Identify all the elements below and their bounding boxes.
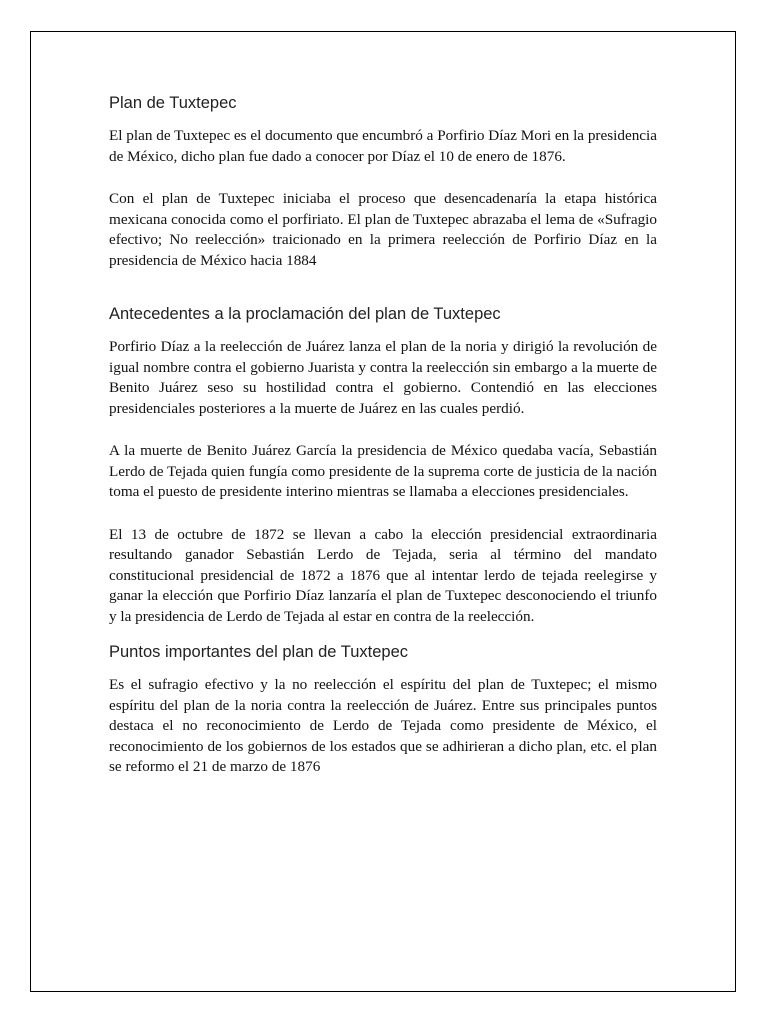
paragraph: Es el sufragio efectivo y la no reelección el espíritu del plan de Tuxtepec; el mismo espíritu del plan de la noria contra la reelección de Juárez. Entre sus principales puntos destaca el no reconocimiento de Lerdo de Tejada como presidente de México, el reconocimiento de los gobiernos de los estados que se adhirieran a dicho plan, etc. el plan se reformo el 21 de marzo de 1876 [109,676,657,775]
section-heading-antecedentes: Antecedentes a la proclamación del plan de Tuxtepec [109,305,501,323]
paragraph: Con el plan de Tuxtepec iniciaba el proceso que desencadenaría la etapa histórica mexicana conocida como el porfiriato. El plan de Tuxtepec abrazaba el lema de «Sufragio efectivo; No reelección» traicionado en la primera reelección de Porfirio Díaz en la presidencia de México hacia 1884 [109,190,657,269]
paragraph: El plan de Tuxtepec es el documento que encumbró a Porfirio Díaz Mori en la presidencia de México, dicho plan fue dado a conocer por Díaz el 10 de enero de 1876. [109,127,657,165]
section-heading-puntos-importantes: Puntos importantes del plan de Tuxtepec [109,643,409,661]
document-page [30,31,736,992]
document-content [109,92,657,778]
paragraph: El 13 de octubre de 1872 se llevan a cabo la elección presidencial extraordinaria resultando ganador Sebastián Lerdo de Tejada, seria al término del mandato constitucional presidencial de 1872 a 1876 que al intentar lerdo de tejada reelegirse y ganar la elección que Porfirio Díaz lanzaría el plan de Tuxtepec desconociendo el triunfo y la presidencia de Lerdo de Tejada al estar en contra de la reelección. [109,525,657,625]
paragraph: Porfirio Díaz a la reelección de Juárez lanza el plan de la noria y dirigió la revolución de igual nombre contra el gobierno Juarista y contra la reelección sin embargo a la muerte de Benito Juárez seso su hostilidad contra el gobierno. Contendió en las elecciones presidenciales posteriores a la muerte de Juárez en las cuales perdió. [109,338,657,417]
section-heading-plan-de-tuxtepec: Plan de Tuxtepec [109,94,237,112]
paragraph: A la muerte de Benito Juárez García la presidencia de México quedaba vacía, Sebastián Lerdo de Tejada quien fungía como presidente de la suprema corte de justicia de la nación toma el puesto de presidente interino mientras se llamaba a elecciones presidenciales. [109,442,657,500]
